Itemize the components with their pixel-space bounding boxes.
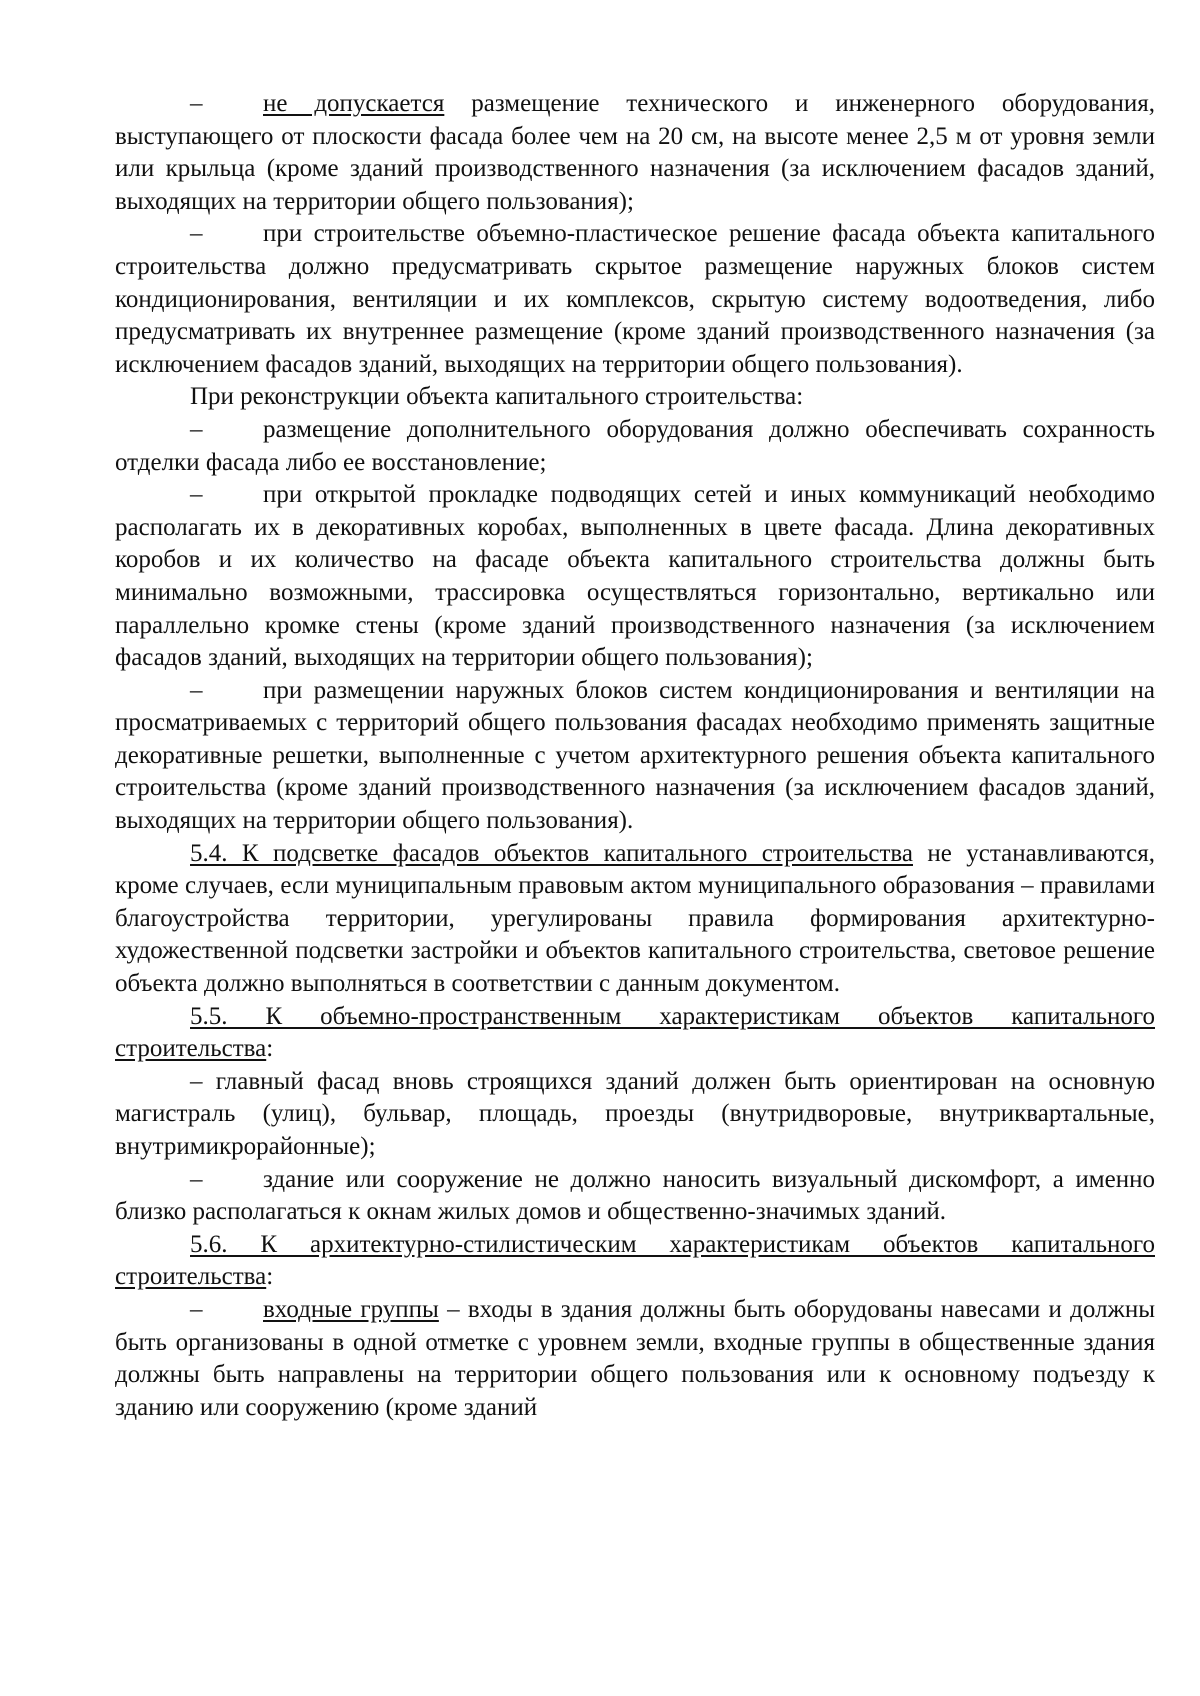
paragraph-text: не устанавливаются, кроме случаев, если муниципальным правовым актом муниципального образования – правилами благоустройства территории, урегулированы правила формирования архитектурно-художественной подсветки застройки и объектов капитального строительства, световое решение объекта должно выполняться в соответствии с данным документом. [115,839,1155,998]
paragraph-10 [115,1164,1155,1229]
paragraph-text: при строительстве объемно-пластическое решение фасада объекта капитального строительства должно предусматривать скрытое размещение наружных блоков систем кондиционирования, вентиляции и их комплексов, скрытую систему водоотведения, либо предусматривать их внутреннее размещение (кроме зданий производственного назначения (за исключением фасадов зданий, выходящих на территории общего пользования). [115,220,1155,378]
paragraph-1 [115,88,1155,218]
paragraph-text: : [266,1035,274,1063]
paragraph-text: при открытой прокладке подводящих сетей и иных коммуникаций необходимо располагать их в декоративных коробах, выполненных в цвете фасада. Длина декоративных коробов и их количество на фасаде объекта капитального строительства должны быть минимально возможными, трассировка осуществляться горизонтально, вертикально или параллельно кромке стены (кроме зданий производственного назначения (за исключением фасадов зданий, выходящих на территории общего пользования); [115,481,1155,672]
list-dash: – [190,220,203,248]
paragraph-3 [115,381,1155,414]
underlined-phrase: входные группы [263,1295,439,1323]
paragraph-2 [115,218,1155,381]
section-heading: 5.5. К объемно-пространственным характеристикам объектов капитального строительства [115,1002,1155,1063]
paragraph-6 [115,675,1155,838]
document-page [115,88,1155,1424]
section-heading: 5.4. К подсветке фасадов объектов капитального строительства [190,839,913,867]
paragraph-12 [115,1294,1155,1424]
underlined-phrase: не допускается [263,90,445,117]
paragraph-4 [115,414,1155,479]
list-dash: – [190,415,203,443]
paragraph-text: – главный фасад вновь строящихся зданий должен быть ориентирован на основную магистраль (улиц), бульвар, площадь, проезды (внутридворовые, внутриквартальные, внутримикрорайонные); [115,1067,1155,1160]
paragraph-9 [115,1066,1155,1164]
list-dash: – [190,1165,203,1193]
paragraph-5 [115,479,1155,675]
paragraph-text: размещение технического и инженерного оборудования, выступающего от плоскости фасада более чем на 20 см, на высоте менее 2,5 м от уровня земли или крыльца (кроме зданий производственного назначения (за исключением фасадов зданий, выходящих на территории общего пользования); [115,90,1155,215]
paragraph-text: : [266,1263,274,1291]
paragraph-text: здание или сооружение не должно наносить визуальный дискомфорт, а именно близко располагаться к окнам жилых домов и общественно-значимых зданий. [115,1165,1155,1226]
list-dash: – [190,90,203,117]
section-5-6 [115,1229,1155,1294]
section-5-4 [115,838,1155,1001]
section-5-5 [115,1001,1155,1066]
paragraph-text: размещение дополнительного оборудования должно обеспечивать сохранность отделки фасада либо ее восстановление; [115,415,1155,476]
paragraph-text: при размещении наружных блоков систем кондиционирования и вентиляции на просматриваемых с территорий общего пользования фасадах необходимо применять защитные декоративные решетки, выполненные с учетом архитектурного решения объекта капитального строительства (кроме зданий производственного назначения (за исключением фасадов зданий, выходящих на территории общего пользования). [115,676,1155,835]
list-dash: – [190,676,203,704]
list-dash: – [190,481,203,509]
list-dash: – [190,1295,203,1323]
paragraph-text: При реконструкции объекта капитального строительства: [190,383,804,411]
section-heading: 5.6. К архитектурно-стилистическим характеристикам объектов капитального строительства [115,1230,1155,1291]
paragraph-text: – входы в здания должны быть оборудованы навесами и должны быть организованы в одной отметке с уровнем земли, входные группы в общественные здания должны быть направлены на территории общего пользования или к основному подъезду к зданию или сооружению (кроме зданий [115,1295,1155,1421]
